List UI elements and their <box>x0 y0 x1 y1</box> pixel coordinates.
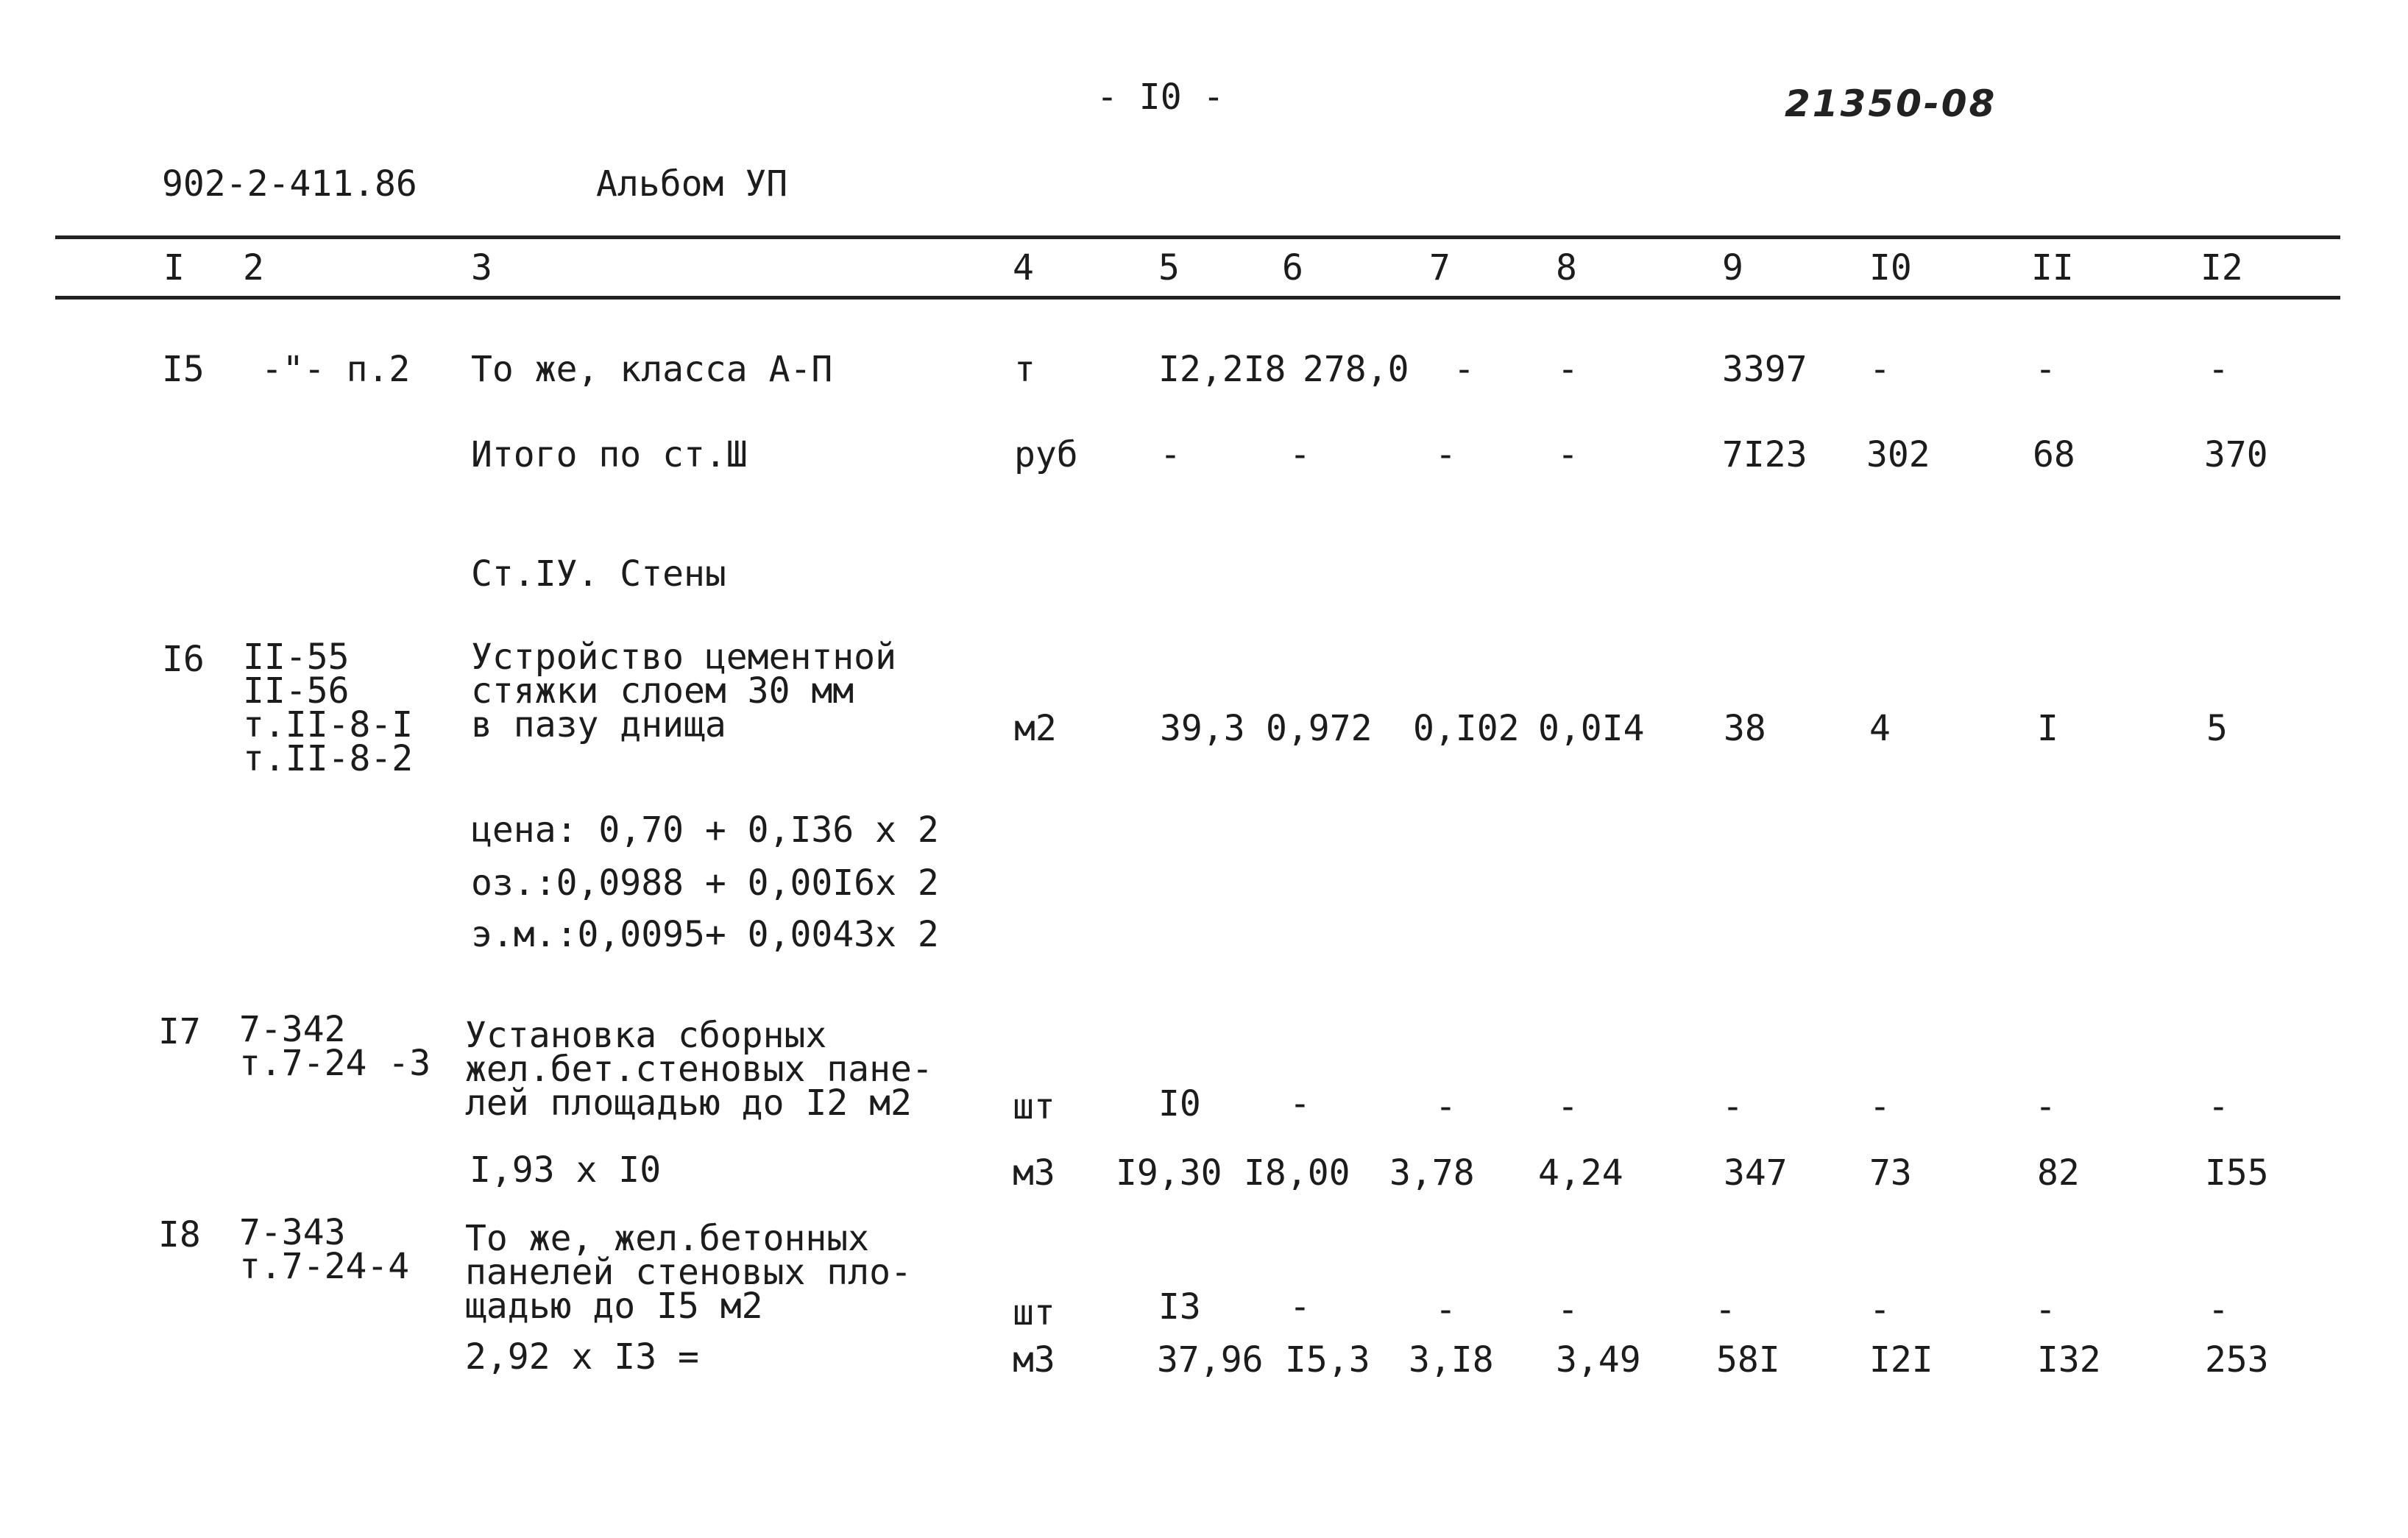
cell-col8: 3,49 <box>1556 1339 1641 1381</box>
cell-col11: I <box>2037 708 2058 749</box>
row-description: То же, жел.бетонных панелей стеновых пло- щадью до I5 м2 <box>465 1218 912 1327</box>
column-header: 8 <box>1556 247 1577 288</box>
cell-col8: - <box>1557 349 1579 390</box>
cell-col12: 5 <box>2206 708 2228 749</box>
cell-col9: 347 <box>1724 1152 1788 1194</box>
column-header: 2 <box>243 247 264 288</box>
cell-col11: - <box>2035 349 2056 390</box>
row-description: То же, класса А-П <box>471 349 833 390</box>
cell-col5: I3 <box>1158 1286 1201 1328</box>
cell-col10: 4 <box>1869 708 1891 749</box>
row-number: I7 <box>158 1011 201 1052</box>
cell-col9: 7I23 <box>1722 434 1807 475</box>
cell-col8: 4,24 <box>1538 1152 1623 1194</box>
cell-col10: - <box>1869 1289 1891 1330</box>
column-header: I0 <box>1869 247 1912 288</box>
cell-col5: I2,2I8 <box>1158 349 1286 390</box>
row-number: I6 <box>162 639 205 680</box>
row-unit: м3 <box>1013 1339 1055 1381</box>
cell-col11: - <box>2035 1086 2056 1127</box>
section-heading: Ст.IУ. Стены <box>471 553 726 595</box>
column-header: I <box>163 247 185 288</box>
wage-line: оз.:0,0988 + 0,00I6х 2 <box>471 862 939 904</box>
album-title: Альбом УП <box>596 163 788 205</box>
cell-col10: 73 <box>1869 1152 1912 1194</box>
cell-col12: - <box>2208 349 2229 390</box>
cell-col9: 58I <box>1716 1339 1780 1381</box>
column-header: 5 <box>1158 247 1180 288</box>
cell-col11: I32 <box>2037 1339 2101 1381</box>
cell-col11: 82 <box>2037 1152 2080 1194</box>
row-number: I5 <box>162 349 205 390</box>
column-header: 9 <box>1722 247 1743 288</box>
row-description: Устройство цементной стяжки слоем 30 мм в пазу днища <box>471 637 896 745</box>
cell-col6: - <box>1289 434 1311 475</box>
page-number: - I0 - <box>1097 77 1225 118</box>
cell-col6: I8,00 <box>1244 1152 1350 1194</box>
header-bottom-rule <box>55 296 2340 300</box>
cell-col12: - <box>2208 1086 2229 1127</box>
row-reference: II-55 II-56 т.II-8-I т.II-8-2 <box>243 637 414 779</box>
cell-col11: - <box>2035 1289 2056 1330</box>
cell-col7: - <box>1435 434 1456 475</box>
row-unit: руб <box>1014 434 1078 475</box>
row-unit: шт <box>1013 1292 1055 1333</box>
cell-col6: 0,972 <box>1266 708 1373 749</box>
row-number: I8 <box>158 1214 201 1255</box>
machine-line: э.м.:0,0095+ 0,0043х 2 <box>471 914 939 955</box>
cell-col7: 0,I02 <box>1413 708 1520 749</box>
cell-col12: 370 <box>2204 434 2268 475</box>
row-description: Итого по ст.Ш <box>471 434 748 475</box>
column-header: 6 <box>1282 247 1303 288</box>
cell-col6: 278,0 <box>1303 349 1409 390</box>
column-header: I2 <box>2200 247 2243 288</box>
cell-col7: 3,78 <box>1389 1152 1475 1194</box>
cell-col6: - <box>1289 1083 1311 1124</box>
row-reference: 7-343 т.7-24-4 <box>239 1212 410 1287</box>
row-description: Установка сборных жел.бет.стеновых пане- лей площадью до I2 м2 <box>465 1015 933 1124</box>
cell-col11: 68 <box>2033 434 2075 475</box>
cell-col6: - <box>1289 1286 1311 1328</box>
column-header: 3 <box>471 247 492 288</box>
column-header: 7 <box>1429 247 1451 288</box>
cell-col10: - <box>1869 349 1891 390</box>
cell-col7: - <box>1453 349 1475 390</box>
header-top-rule <box>55 235 2340 239</box>
document-code: 902-2-411.86 <box>162 163 417 205</box>
cell-col10: I2I <box>1869 1339 1933 1381</box>
cell-col5: 39,3 <box>1160 708 1245 749</box>
cell-col12: - <box>2208 1289 2229 1330</box>
document-stamp: 21350-08 <box>1785 82 1997 125</box>
row-reference: -"- п.2 <box>261 349 411 390</box>
cell-col12: I55 <box>2205 1152 2269 1194</box>
cell-col7: - <box>1435 1086 1456 1127</box>
cell-col10: 302 <box>1866 434 1930 475</box>
cell-col9: - <box>1722 1086 1743 1127</box>
cell-col9: 38 <box>1724 708 1766 749</box>
cell-col8: - <box>1557 434 1579 475</box>
row-unit: м3 <box>1013 1152 1055 1194</box>
row-unit: шт <box>1013 1086 1055 1127</box>
cell-col10: - <box>1869 1086 1891 1127</box>
cell-col8: - <box>1557 1289 1579 1330</box>
cell-col9: 3397 <box>1722 349 1807 390</box>
cell-col5: I9,30 <box>1116 1152 1222 1194</box>
cell-col7: - <box>1435 1289 1456 1330</box>
cell-col8: 0,0I4 <box>1538 708 1645 749</box>
cell-col8: - <box>1557 1086 1579 1127</box>
column-header: II <box>2031 247 2074 288</box>
cell-col5: I0 <box>1158 1083 1201 1124</box>
cell-col9: - <box>1715 1289 1736 1330</box>
row-unit: м2 <box>1014 708 1057 749</box>
cell-col5: - <box>1160 434 1181 475</box>
row-description: I,93 х I0 <box>470 1149 662 1191</box>
column-header: 4 <box>1013 247 1034 288</box>
cell-col5: 37,96 <box>1157 1339 1264 1381</box>
cell-col12: 253 <box>2205 1339 2269 1381</box>
cell-col6: I5,3 <box>1285 1339 1370 1381</box>
row-unit: т <box>1014 349 1035 390</box>
cell-col7: 3,I8 <box>1409 1339 1494 1381</box>
row-reference: 7-342 т.7-24 -3 <box>239 1009 431 1084</box>
row-description: 2,92 х I3 = <box>465 1336 699 1378</box>
price-line: цена: 0,70 + 0,I36 х 2 <box>471 809 939 851</box>
